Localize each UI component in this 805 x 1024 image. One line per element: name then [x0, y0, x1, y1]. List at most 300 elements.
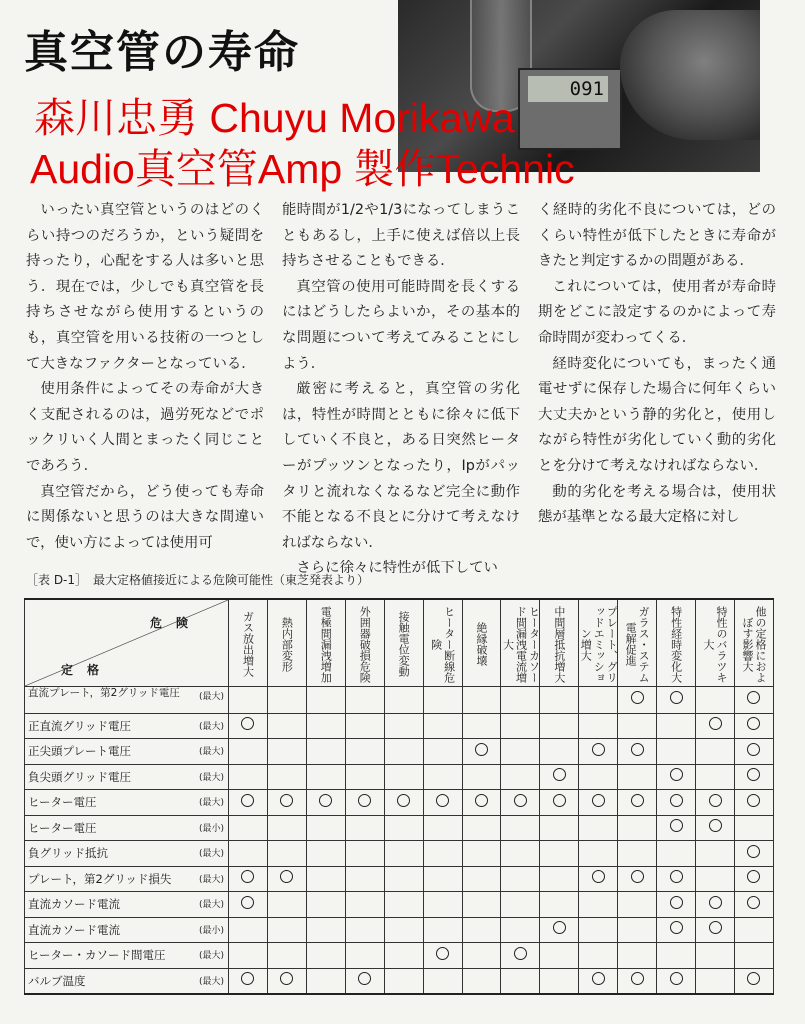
mark-cell	[306, 790, 345, 816]
mark-cell	[229, 892, 268, 918]
row-label: 正尖頭プレート電圧	[28, 744, 132, 759]
column-header-label: 他の定格におよぼす影響大	[740, 605, 767, 683]
mark-cell	[423, 841, 462, 867]
column-header	[267, 599, 306, 687]
mark-cell	[540, 968, 579, 994]
rating-type: (最大)	[198, 747, 224, 757]
mark-cell	[462, 892, 501, 918]
mark-cell	[501, 892, 540, 918]
table-row	[25, 739, 774, 765]
mark-cell	[734, 866, 773, 892]
mark-cell	[540, 943, 579, 969]
mark-cell	[501, 764, 540, 790]
mark-cell	[579, 687, 618, 714]
mark-cell	[618, 815, 657, 841]
mark-cell	[423, 866, 462, 892]
column-header-label: 特性経時変化大	[669, 605, 683, 683]
mark-cell	[267, 815, 306, 841]
row-label-cell	[25, 687, 229, 714]
column-header	[657, 599, 696, 687]
mark-cell	[734, 713, 773, 739]
paragraph: 動的劣化を考える場合は，使用状態が基準となる最大定格に対し	[538, 483, 776, 526]
circle-mark-icon	[670, 972, 683, 985]
circle-mark-icon	[670, 691, 683, 704]
mark-cell	[267, 841, 306, 867]
mark-cell	[618, 943, 657, 969]
mark-cell	[462, 866, 501, 892]
mark-cell	[267, 892, 306, 918]
mark-cell	[229, 917, 268, 943]
circle-mark-icon	[631, 743, 644, 756]
mark-cell	[462, 713, 501, 739]
row-label: ヒーター・カソード間電圧	[28, 948, 166, 963]
mark-cell	[306, 943, 345, 969]
circle-mark-icon	[747, 972, 760, 985]
circle-mark-icon	[631, 794, 644, 807]
paragraph: 使用条件によってその寿命が大きく支配されるのは，過労死などでポックリいく人間とまったく同じことであろう．	[26, 381, 264, 474]
mark-cell	[501, 739, 540, 765]
mark-cell	[229, 790, 268, 816]
circle-mark-icon	[709, 717, 722, 730]
circle-mark-icon	[319, 794, 332, 807]
row-label-cell	[25, 739, 229, 765]
mark-cell	[501, 968, 540, 994]
mark-cell	[696, 713, 735, 739]
mark-cell	[306, 713, 345, 739]
mark-cell	[462, 968, 501, 994]
mark-cell	[501, 841, 540, 867]
row-label-cell	[25, 790, 229, 816]
mark-cell	[657, 841, 696, 867]
mark-cell	[462, 790, 501, 816]
mark-cell	[462, 815, 501, 841]
column-header	[306, 599, 345, 687]
table-row	[25, 764, 774, 790]
row-label: 直流カソード電流	[28, 897, 120, 912]
mark-cell	[384, 739, 423, 765]
mark-cell	[657, 917, 696, 943]
overlay-subtitle: Audio真空管Amp 製作Technic	[30, 146, 575, 192]
mark-cell	[345, 713, 384, 739]
circle-mark-icon	[709, 819, 722, 832]
mark-cell	[384, 790, 423, 816]
mark-cell	[734, 687, 773, 714]
mark-cell	[696, 866, 735, 892]
row-label: ヒーター電圧	[28, 795, 97, 810]
row-label: バルブ温度	[28, 973, 86, 988]
circle-mark-icon	[631, 972, 644, 985]
mark-cell	[579, 739, 618, 765]
mark-cell	[384, 815, 423, 841]
mark-cell	[384, 866, 423, 892]
mark-cell	[579, 917, 618, 943]
mark-cell	[423, 764, 462, 790]
circle-mark-icon	[747, 870, 760, 883]
mark-cell	[579, 968, 618, 994]
mark-cell	[423, 739, 462, 765]
mark-cell	[267, 968, 306, 994]
mark-cell	[696, 943, 735, 969]
paragraph: これについては，使用者が寿命時期をどこに設定するのかによって寿命時間が変わってくる．	[538, 278, 776, 346]
column-header	[579, 599, 618, 687]
column-header	[618, 599, 657, 687]
mark-cell	[540, 764, 579, 790]
mark-cell	[657, 815, 696, 841]
circle-mark-icon	[670, 896, 683, 909]
mark-cell	[306, 892, 345, 918]
circle-mark-icon	[670, 819, 683, 832]
circle-mark-icon	[631, 691, 644, 704]
column-header-label: 接触電位変動	[397, 611, 411, 677]
mark-cell	[540, 917, 579, 943]
mark-cell	[306, 968, 345, 994]
circle-mark-icon	[592, 743, 605, 756]
mark-cell	[696, 739, 735, 765]
mark-cell	[540, 866, 579, 892]
mark-cell	[501, 815, 540, 841]
paragraph: 真空管の使用可能時間を長くするにはどうしたらよいか，その基本的な問題について考えてみることにしよう．	[282, 278, 520, 372]
meter-reading: 091	[528, 76, 608, 102]
row-label: 負尖頭グリッド電圧	[28, 769, 132, 784]
column-header-label: 絶縁破壊	[474, 622, 488, 666]
mark-cell	[579, 841, 618, 867]
paragraph: さらに徐々に特性が低下してい	[296, 560, 498, 577]
row-label: 負グリッド抵抗	[28, 846, 109, 861]
column-header	[462, 599, 501, 687]
text-column-2	[282, 198, 520, 582]
mark-cell	[540, 739, 579, 765]
row-label: 直流カソード電流	[28, 922, 120, 937]
mark-cell	[540, 713, 579, 739]
row-label-cell	[25, 841, 229, 867]
mark-cell	[734, 815, 773, 841]
column-header-label: ヒーター断線危険	[429, 605, 456, 683]
corner-label-danger: 危険	[149, 616, 202, 630]
mark-cell	[618, 713, 657, 739]
circle-mark-icon	[280, 870, 293, 883]
column-header-label: ヒーターカソード間漏洩電流増大	[501, 605, 541, 683]
mark-cell	[618, 790, 657, 816]
circle-mark-icon	[709, 921, 722, 934]
mark-cell	[306, 687, 345, 714]
mark-cell	[696, 790, 735, 816]
circle-mark-icon	[358, 972, 371, 985]
multimeter-image	[518, 68, 622, 150]
mark-cell	[696, 841, 735, 867]
mark-cell	[306, 917, 345, 943]
mark-cell	[345, 790, 384, 816]
mark-cell	[462, 687, 501, 714]
rating-type: (最大)	[198, 976, 224, 987]
mark-cell	[734, 739, 773, 765]
rating-type: (最大)	[198, 900, 224, 910]
circle-mark-icon	[397, 794, 410, 807]
mark-cell	[345, 764, 384, 790]
mark-cell	[306, 815, 345, 841]
text-column-3	[538, 198, 776, 531]
mark-cell	[267, 866, 306, 892]
mark-cell	[229, 815, 268, 841]
column-header	[696, 599, 735, 687]
row-label-cell	[25, 917, 229, 943]
mark-cell	[229, 713, 268, 739]
mark-cell	[384, 687, 423, 714]
circle-mark-icon	[358, 794, 371, 807]
circle-mark-icon	[709, 896, 722, 909]
column-header-label: ガス放出増大	[241, 611, 255, 677]
mark-cell	[579, 790, 618, 816]
circle-mark-icon	[747, 794, 760, 807]
mark-cell	[579, 713, 618, 739]
circle-mark-icon	[436, 947, 449, 960]
mark-cell	[501, 713, 540, 739]
circle-mark-icon	[747, 845, 760, 858]
mark-cell	[540, 687, 579, 714]
table-row	[25, 815, 774, 841]
mark-cell	[462, 764, 501, 790]
mark-cell	[423, 815, 462, 841]
row-label: ヒーター電圧	[28, 820, 97, 835]
mark-cell	[657, 892, 696, 918]
circle-mark-icon	[747, 717, 760, 730]
mark-cell	[696, 968, 735, 994]
circle-mark-icon	[280, 972, 293, 985]
row-label-cell	[25, 815, 229, 841]
mark-cell	[229, 764, 268, 790]
mark-cell	[618, 917, 657, 943]
circle-mark-icon	[670, 768, 683, 781]
mark-cell	[229, 943, 268, 969]
mark-cell	[618, 739, 657, 765]
mark-cell	[384, 917, 423, 943]
mark-cell	[462, 739, 501, 765]
mark-cell	[345, 687, 384, 714]
mark-cell	[345, 815, 384, 841]
circle-mark-icon	[241, 896, 254, 909]
mark-cell	[384, 968, 423, 994]
row-label: 正直流グリッド電圧	[28, 718, 132, 733]
mark-cell	[734, 943, 773, 969]
mark-cell	[306, 841, 345, 867]
mark-cell	[540, 841, 579, 867]
mark-cell	[501, 917, 540, 943]
circle-mark-icon	[241, 870, 254, 883]
row-label-cell	[25, 713, 229, 739]
column-header	[501, 599, 540, 687]
mark-cell	[696, 815, 735, 841]
mark-cell	[734, 917, 773, 943]
paragraph: 能時間が1/2や1/3になってしまうこともあるし，上手に使えば倍以上長持ちさせることもできる．	[282, 202, 520, 270]
paragraph: 経時変化についても，まったく通電せずに保存した場合に何年くらい大丈夫かという静的劣化と，使用しながら特性が劣化していく動的劣化とを分けて考えなければならない．	[538, 355, 776, 474]
mark-cell	[618, 841, 657, 867]
mark-cell	[345, 892, 384, 918]
column-header	[345, 599, 384, 687]
row-label-cell	[25, 892, 229, 918]
mark-cell	[267, 790, 306, 816]
mark-cell	[229, 687, 268, 714]
table-corner-cell	[25, 599, 229, 687]
circle-mark-icon	[553, 768, 566, 781]
mark-cell	[229, 968, 268, 994]
circle-mark-icon	[241, 717, 254, 730]
mark-cell	[423, 943, 462, 969]
mark-cell	[462, 943, 501, 969]
paragraph: 厳密に考えると，真空管の劣化は，特性が時間とともに徐々に低下していく不良と，ある日突然ヒーターがプッツンとなったり，Ipがパッタリと流れなくなるなど完全に動作不能となる不良とに分けて考えなければならない．	[282, 381, 520, 551]
circle-mark-icon	[592, 794, 605, 807]
row-label: 直流プレート，第2グリッド電圧	[28, 687, 180, 699]
table-header-row	[25, 599, 774, 687]
mark-cell	[345, 739, 384, 765]
mark-cell	[229, 841, 268, 867]
mark-cell	[501, 943, 540, 969]
mark-cell	[657, 713, 696, 739]
circle-mark-icon	[670, 794, 683, 807]
circle-mark-icon	[475, 743, 488, 756]
column-header	[229, 599, 268, 687]
mark-cell	[306, 739, 345, 765]
circle-mark-icon	[436, 794, 449, 807]
circle-mark-icon	[514, 947, 527, 960]
rating-type: (最大)	[198, 721, 224, 732]
mark-cell	[618, 866, 657, 892]
mark-cell	[267, 713, 306, 739]
mark-cell	[384, 892, 423, 918]
rating-type: (最小)	[198, 823, 224, 834]
paragraph: く経時的劣化不良については，どのくらい特性が低下したときに寿命がきたと判定するかの問題がある．	[538, 202, 776, 270]
circle-mark-icon	[709, 794, 722, 807]
mark-cell	[657, 739, 696, 765]
row-label-cell	[25, 866, 229, 892]
mark-cell	[267, 764, 306, 790]
hand-image	[620, 10, 760, 140]
mark-cell	[501, 687, 540, 714]
mark-cell	[540, 892, 579, 918]
paragraph: 真空管だから，どう使っても寿命に関係ないと思うのは大きな間違いで，使い方によっては使用可	[26, 483, 264, 551]
mark-cell	[345, 866, 384, 892]
circle-mark-icon	[670, 870, 683, 883]
table-caption: ［表 D-1］ 最大定格値接近による危険可能性（東芝発表より）	[26, 573, 370, 587]
circle-mark-icon	[592, 972, 605, 985]
mark-cell	[540, 815, 579, 841]
mark-cell	[540, 790, 579, 816]
mark-cell	[618, 892, 657, 918]
mark-cell	[618, 687, 657, 714]
column-header	[423, 599, 462, 687]
row-label-cell	[25, 764, 229, 790]
mark-cell	[579, 866, 618, 892]
rating-type: (最大)	[198, 874, 224, 885]
circle-mark-icon	[241, 972, 254, 985]
mark-cell	[657, 943, 696, 969]
mark-cell	[734, 790, 773, 816]
mark-cell	[267, 943, 306, 969]
mark-cell	[657, 764, 696, 790]
mark-cell	[579, 943, 618, 969]
rating-type: (最大)	[198, 798, 224, 808]
table-row	[25, 968, 774, 994]
column-header-label: 熱内部変形	[280, 616, 294, 672]
rating-type: (最大)	[198, 849, 224, 859]
mark-cell	[579, 815, 618, 841]
mark-cell	[501, 790, 540, 816]
mark-cell	[345, 943, 384, 969]
column-header-label: プレート、グリッドエミッション増大	[579, 605, 619, 683]
mark-cell	[384, 943, 423, 969]
mark-cell	[345, 968, 384, 994]
page-title: 真空管の寿命	[24, 27, 300, 78]
column-header	[540, 599, 579, 687]
mark-cell	[306, 764, 345, 790]
circle-mark-icon	[280, 794, 293, 807]
mark-cell	[229, 866, 268, 892]
table-row	[25, 841, 774, 867]
column-header	[734, 599, 773, 687]
column-header-label: ガラス・ステム電解促進	[624, 605, 651, 683]
table-row	[25, 917, 774, 943]
mark-cell	[384, 764, 423, 790]
hazard-table	[24, 598, 774, 995]
circle-mark-icon	[631, 870, 644, 883]
table-row	[25, 790, 774, 816]
row-label: プレート，第2グリッド損失	[28, 871, 172, 886]
mark-cell	[657, 866, 696, 892]
mark-cell	[423, 687, 462, 714]
mark-cell	[345, 917, 384, 943]
mark-cell	[423, 968, 462, 994]
mark-cell	[423, 713, 462, 739]
rating-type: (最大)	[198, 772, 224, 783]
mark-cell	[267, 739, 306, 765]
circle-mark-icon	[747, 691, 760, 704]
mark-cell	[657, 687, 696, 714]
rating-type: (最小)	[198, 925, 224, 936]
table-row	[25, 866, 774, 892]
mark-cell	[696, 687, 735, 714]
table-row	[25, 713, 774, 739]
column-header	[384, 599, 423, 687]
mark-cell	[734, 968, 773, 994]
rating-type: (最大)	[198, 951, 224, 961]
circle-mark-icon	[747, 743, 760, 756]
table-row	[25, 892, 774, 918]
row-label-cell	[25, 968, 229, 994]
circle-mark-icon	[553, 794, 566, 807]
mark-cell	[229, 739, 268, 765]
mark-cell	[423, 790, 462, 816]
circle-mark-icon	[514, 794, 527, 807]
circle-mark-icon	[747, 768, 760, 781]
corner-label-rating: 定格	[61, 663, 114, 677]
mark-cell	[734, 764, 773, 790]
text-column-1	[26, 198, 264, 556]
mark-cell	[384, 713, 423, 739]
mark-cell	[345, 841, 384, 867]
mark-cell	[696, 764, 735, 790]
column-header-label: 外囲器破損危険	[358, 605, 372, 683]
mark-cell	[462, 917, 501, 943]
column-header-label: 電極間漏洩増加	[319, 605, 333, 683]
mark-cell	[657, 790, 696, 816]
mark-cell	[734, 841, 773, 867]
circle-mark-icon	[747, 896, 760, 909]
row-label-cell	[25, 943, 229, 969]
table-row	[25, 943, 774, 969]
overlay-author: 森川忠勇 Chuyu Morikawa	[34, 95, 515, 141]
circle-mark-icon	[241, 794, 254, 807]
mark-cell	[267, 687, 306, 714]
mark-cell	[423, 892, 462, 918]
mark-cell	[423, 917, 462, 943]
